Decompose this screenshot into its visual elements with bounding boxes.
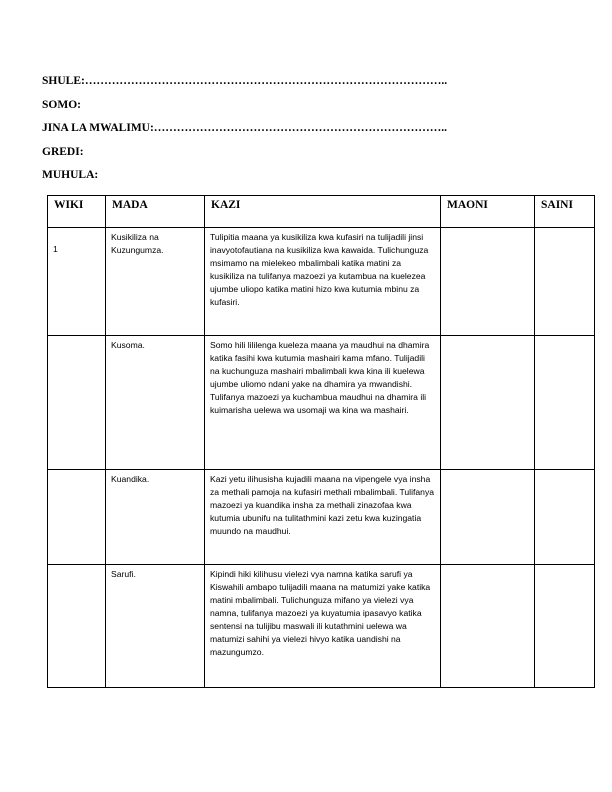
table-row (48, 336, 595, 470)
lesson-log-table (47, 195, 595, 688)
kazi-cell: Kipindi hiki kilihusu vielezi vya namna katika sarufi ya Kiswahili ambapo tulijadili maana na matumizi yake katika matini mbalimbali. Tulichunguza mifano ya vielezi vya namna, tulifanya mazoezi ya kuyatumia ipasavyo katika sentensi na tulijibu maswali ili kutathmini uelewa wa matumizi sahihi ya vielezi hivyo katika uandishi na mazungumzo. (205, 565, 441, 688)
column-header-kazi: KAZI (205, 196, 441, 228)
mada-cell: Kuandika. (106, 470, 205, 565)
shule-line: SHULE:………………………………………………………………………………….. (42, 75, 448, 87)
saini-cell (535, 470, 595, 565)
wiki-cell (48, 565, 106, 688)
maoni-cell (441, 565, 535, 688)
muhula-line: MUHULA: (42, 169, 99, 181)
column-header-mada: MADA (106, 196, 205, 228)
saini-cell (535, 336, 595, 470)
maoni-cell (441, 228, 535, 336)
kazi-cell: Somo hili lililenga kueleza maana ya maudhui na dhamira katika fasihi kwa kutumia mashairi kama mfano. Tulijadili na kuchunguza mashairi mbalimbali kwa kina ili kuelewa ujumbe uliomo ndani yake na dhamira ya mwandishi. Tulifanya mazoezi ya kuchambua maudhui na dhamira ili kuimarisha uelewa wa usomaji wa kina wa mashairi. (205, 336, 441, 470)
wiki-cell (48, 470, 106, 565)
document-header (42, 74, 447, 192)
wiki-cell (48, 228, 106, 336)
table-header-row (48, 196, 595, 228)
column-header-wiki: WIKI (48, 196, 106, 228)
jina-la-mwalimu-line: JINA LA MWALIMU:………………………………………………………………….. (42, 122, 448, 134)
saini-cell (535, 565, 595, 688)
maoni-cell (441, 336, 535, 470)
gredi-line: GREDI: (42, 145, 84, 158)
table-row (48, 228, 595, 336)
mada-cell: Kusoma. (106, 336, 205, 470)
kazi-cell: Kazi yetu ilihusisha kujadili maana na vipengele vya insha za methali pamoja na kufasiri methali mbalimbali. Tulifanya mazoezi ya kuandika insha za methali zinazofaa kwa kutumia ubunifu na tulitathmini kazi zetu kwa kuzingatia muundo na maudhui. (205, 470, 441, 565)
wiki-cell (48, 336, 106, 470)
saini-cell (535, 228, 595, 336)
maoni-cell (441, 470, 535, 565)
mada-cell: Kusikiliza na Kuzungumza. (106, 228, 205, 336)
mada-cell: Sarufi. (106, 565, 205, 688)
kazi-cell: Tulipitia maana ya kusikiliza kwa kufasiri na tulijadili jinsi inavyotofautiana na kusikiliza kwa kawaida. Tulichunguza msimamo na mielekeo mbalimbali katika matini za kusikiliza na tulifanya mazoezi ya kutambua na kuelezea ujumbe uliopo katika matini hizo kwa kutumia mbinu za kufasiri. (205, 228, 441, 336)
table-row (48, 470, 595, 565)
column-header-saini: SAINI (535, 196, 595, 228)
column-header-maoni: MAONI (441, 196, 535, 228)
table-row (48, 565, 595, 688)
somo-line: SOMO: (42, 98, 81, 111)
wiki-value: 1 (53, 244, 58, 254)
